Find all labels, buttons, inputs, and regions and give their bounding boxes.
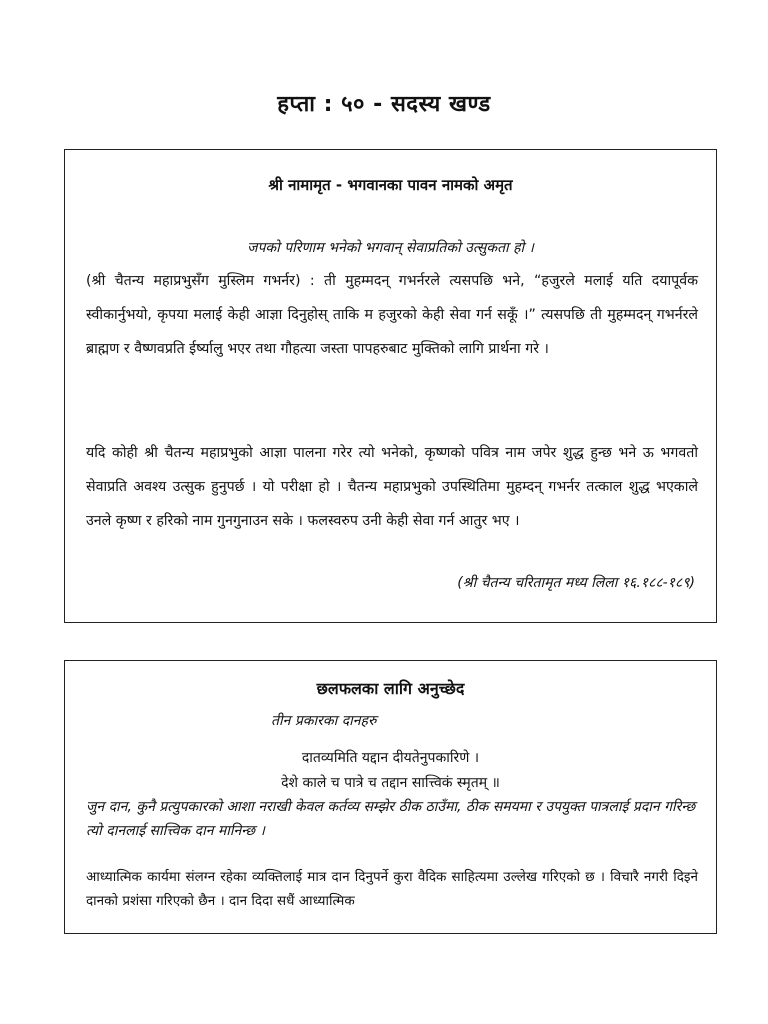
namamrita-heading: श्री नामामृत - भगवानका पावन नामको अमृत xyxy=(268,176,513,194)
namamrita-quote: जपको परिणाम भनेको भगवान् सेवाप्रतिको उत्सुकता हो । xyxy=(247,240,534,256)
verse-line-1: दातव्यमिति यद्दान दीयतेनुपकारिणे । xyxy=(301,750,480,766)
namamrita-box xyxy=(64,149,717,623)
page-title: हप्ता : ५० - सदस्य खण्ड xyxy=(277,92,491,117)
namamrita-paragraph-1: (श्री चैतन्य महाप्रभुसँग मुस्लिम गभर्नर) : ती मुहम्मदन् गभर्नरले त्यसपछि भने, “हजुरले मलाई यति दयापूर्वक स्वीकार्नुभयो, कृपया मलाई केही आज्ञा दिनुहोस् ताकि म हजुरको केही सेवा गर्न सकूँ ।” त्यसपछि ती मुहम्मदन् गभर्नरले ब्राह्मण र वैष्णवप्रति ईर्ष्यालु भएर तथा गौहत्या जस्ता पापहरुबाट मुक्तिको लागि प्रार्थना गरे । xyxy=(86,273,698,357)
discussion-heading: छलफलका लागि अनुच्छेद xyxy=(316,679,465,698)
verse-line-2: देशे काले च पात्रे च तद्दान सात्त्विकं स्मृतम् ॥ xyxy=(281,775,500,791)
discussion-box xyxy=(64,660,717,934)
namamrita-paragraph-2: यदि कोही श्री चैतन्य महाप्रभुको आज्ञा पालना गरेर त्यो भनेको, कृष्णको पवित्र नाम जपेर शुद्ध हुन्छ भने ऊ भगवतो सेवाप्रति अवश्य उत्सुक हुनुपर्छ । यो परीक्षा हो । चैतन्य महाप्रभुको उपस्थितिमा मुहम्दन् गभर्नर तत्काल शुद्ध भएकाले उनले कृष्ण र हरिको नाम गुनगुनाउन सके । फलस्वरुप उनी केही सेवा गर्न आतुर भए । xyxy=(86,445,698,529)
discussion-subheading: तीन प्रकारका दानहरु xyxy=(271,713,377,729)
namamrita-citation: (श्री चैतन्य चरितामृत मध्य लिला १६.१८८-१८९) xyxy=(457,575,695,591)
discussion-body: आध्यात्मिक कार्यमा संलग्न रहेका व्यक्तिलाई मात्र दान दिनुपर्ने कुरा वैदिक साहित्यमा उल्लेख गरिएको छ । विचारै नगरी दिइने दानको प्रशंसा गरिएको छैन । दान दिदा सधैं आध्यात्मिक xyxy=(86,869,698,909)
verse-translation: जुन दान, कुनै प्रत्युपकारको आशा नराखी केवल कर्तव्य सम्झेर ठीक ठाउँमा, ठीक समयमा र उपयुक्त पात्रलाई प्रदान गरिन्छ त्यो दानलाई सात्त्विक दान मानिन्छ । xyxy=(86,799,696,839)
